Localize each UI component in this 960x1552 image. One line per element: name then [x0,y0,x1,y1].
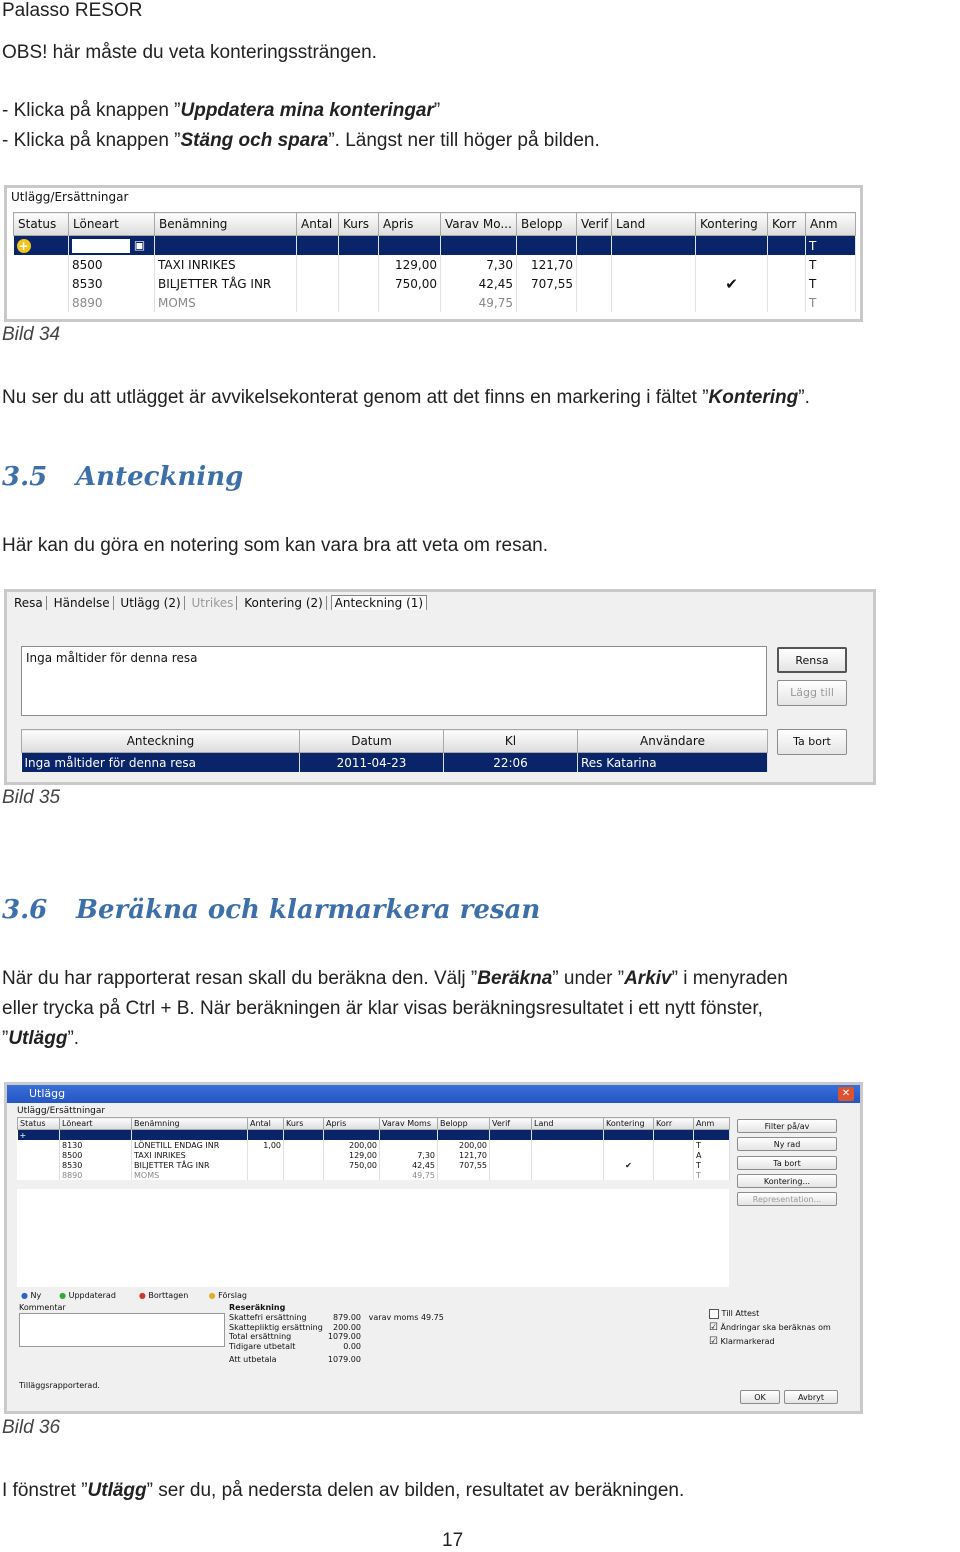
loneart-cell: 8500 [60,1150,132,1160]
representation-button[interactable]: Representation... [737,1192,837,1206]
column-header[interactable]: Varav Moms [380,1118,438,1130]
panel-title: Utlägg/Ersättningar [17,1106,106,1116]
loneart-cell: 8530 [60,1160,132,1170]
result-row [229,1355,444,1365]
column-header[interactable]: Löneart [69,213,155,236]
menu-command-name: Beräkna [477,968,553,989]
column-header[interactable]: Status [18,1118,60,1130]
table-row[interactable] [18,1140,730,1150]
loneart-cell: 8130 [60,1140,132,1150]
result-value: 1079.00 [327,1332,361,1341]
anm-cell: T [806,255,856,274]
figure-35-screenshot [4,589,876,785]
antal-cell [248,1170,284,1180]
figure-34-screenshot [4,185,863,322]
belopp-cell: 200,00 [438,1140,490,1150]
tab-utlagg[interactable]: Utlägg (2) [117,596,184,610]
checkbox-label: Till Attest [721,1309,760,1318]
tab-kontering[interactable]: Kontering (2) [241,596,327,610]
benamning-cell: TAXI INRIKES [155,255,297,274]
text-run: ”. [67,1028,80,1049]
paragraph-kontering [2,385,810,411]
notes-table [21,729,768,772]
benamning-cell: LÖNETILL ENDAG INR [132,1140,248,1150]
legend-label: Uppdaterad [68,1291,116,1300]
checkbox-label: Ändringar ska beräknas om [720,1323,831,1332]
window-titlebar [7,1085,860,1103]
paragraph-suffix: ”. [798,387,810,408]
column-header[interactable]: Antal [248,1118,284,1130]
belopp-cell: 707,55 [438,1160,490,1170]
text-run: I fönstret ” [2,1480,88,1501]
varav-cell: 7,30 [441,255,517,274]
result-label: Att utbetala [229,1355,277,1364]
header-title: Palasso RESOR [2,0,143,21]
column-header[interactable]: Anm [806,213,856,236]
table-row[interactable] [14,293,856,312]
result-title: Reseräkning [229,1303,286,1312]
step-2-prefix: - Klicka på knappen ” [2,130,181,151]
status-text: Tilläggsrapporterad. [19,1381,100,1390]
table-row[interactable] [14,255,856,274]
result-label: Skattepliktig ersättning [229,1322,323,1332]
apris-cell [379,293,441,312]
updated-status-icon: ● [59,1291,67,1300]
table-header-row [14,213,856,236]
utlagg-table [13,212,856,312]
column-header[interactable]: Belopp [438,1118,490,1130]
table-row[interactable] [18,1160,730,1170]
benamning-cell: MOMS [155,293,297,312]
belopp-cell: 121,70 [517,255,577,274]
tab-handelse[interactable]: Händelse [51,596,114,610]
anm-cell: T [694,1170,730,1180]
ta-bort-button[interactable]: Ta bort [777,729,847,755]
add-icon[interactable]: + [18,238,29,253]
column-header[interactable]: Anteckning [22,730,300,753]
window-name: Utlägg [87,1480,147,1501]
column-header[interactable]: Kurs [339,213,379,236]
result-value: 0.00 [343,1341,361,1351]
anteckning-cell: Inga måltider för denna resa [22,753,300,773]
belopp-cell [517,293,577,312]
checkbox-row[interactable] [709,1307,831,1321]
checkbox-till-attest[interactable] [709,1309,719,1319]
checkbox-row[interactable] [709,1335,831,1349]
text-run: När du har rapporterat resan skall du beräkna den. Välj ” [2,968,478,989]
section-number: 3.6 [2,895,48,925]
text-run: ” ser du, på nedersta delen av bilden, resultatet av beräkningen. [146,1480,685,1501]
window-title: Utlägg [29,1087,66,1100]
step-1-prefix: - Klicka på knappen ” [2,100,181,121]
anvandare-cell: Res Katarina [578,753,768,773]
paragraph-field-name: Kontering [708,387,799,408]
section-3-6-line-3 [2,1026,79,1052]
text-run: ” under ” [552,968,625,989]
new-status-icon: ● [21,1291,28,1300]
loneart-input-cell[interactable] [69,236,155,256]
kontering-checkmark-cell: ✔ [696,274,768,293]
table-row[interactable] [18,1150,730,1160]
window-title: Utlägg/Ersättningar [11,190,129,204]
column-header[interactable]: Kontering [696,213,768,236]
kontering-cell [604,1140,654,1150]
kontering-cell [696,293,768,312]
step-1 [2,98,440,124]
close-icon[interactable]: ✕ [838,1087,854,1101]
suggestion-status-icon: ● [208,1291,216,1300]
apris-cell [324,1170,380,1180]
add-icon[interactable]: + [19,1130,27,1140]
checkbox-row[interactable] [709,1321,831,1335]
binoculars-icon[interactable]: ▣ [133,238,146,253]
column-header[interactable]: Benämning [155,213,297,236]
section-3-5-heading [2,462,243,492]
varav-cell: 7,30 [380,1150,438,1160]
column-header[interactable]: Status [14,213,69,236]
column-header[interactable]: Löneart [60,1118,132,1130]
table-row-new[interactable] [18,1130,730,1141]
result-row [229,1313,444,1323]
loneart-cell: 8500 [69,255,155,274]
anm-cell: A [694,1150,730,1160]
section-3-5-text: Här kan du göra en notering som kan vara bra att veta om resan. [2,535,549,556]
step-1-button-name: Uppdatera mina konteringar [180,100,434,121]
section-number: 3.5 [2,462,48,492]
result-row [229,1332,444,1342]
obs-text: OBS! här måste du veta konteringssträngen. [2,42,377,63]
kommentar-input[interactable] [19,1313,225,1347]
result-row [229,1342,444,1352]
result-extra: varav moms 49.75 [368,1313,444,1322]
antal-cell: 1,00 [248,1140,284,1150]
belopp-cell: 121,70 [438,1150,490,1160]
result-list [229,1313,444,1365]
legend-label: Borttagen [148,1291,189,1300]
kontering-button[interactable]: Kontering... [737,1174,837,1188]
column-header[interactable]: Apris [324,1118,380,1130]
varav-cell [380,1140,438,1150]
column-header[interactable]: Kl [444,730,578,753]
step-2-button-name: Stäng och spara [180,130,329,151]
figure-34-caption: Bild 34 [2,324,61,345]
varav-cell: 49,75 [441,293,517,312]
column-header[interactable]: Belopp [517,213,577,236]
loneart-cell: 8890 [69,293,155,312]
column-header[interactable]: Verif [577,213,612,236]
apris-cell: 750,00 [379,274,441,293]
closing-paragraph [2,1478,684,1504]
checkbox-list [709,1307,831,1349]
anm-cell: T [694,1160,730,1170]
lagg-till-button[interactable]: Lägg till [777,680,847,706]
ok-button[interactable]: OK [740,1390,780,1404]
checkbox-andringar[interactable]: ☑ [709,1322,718,1333]
window-name: Utlägg [8,1028,68,1049]
table-body-area [17,1189,729,1287]
datum-cell: 2011-04-23 [300,753,444,773]
text-run: ” i menyraden [671,968,788,989]
add-row-cell[interactable] [14,236,69,256]
legend [21,1291,247,1300]
table-row[interactable] [14,274,856,293]
result-value: 200.00 [333,1322,361,1332]
benamning-cell: TAXI INRIKES [132,1150,248,1160]
benamning-cell: BILJETTER TÅG INR [132,1160,248,1170]
kommentar-label: Kommentar [19,1303,66,1312]
section-3-6-line-1 [2,966,788,992]
apris-cell: 750,00 [324,1160,380,1170]
figure-35-caption: Bild 35 [2,787,61,808]
apris-cell: 129,00 [379,255,441,274]
tab-anteckning[interactable]: Anteckning (1) [331,595,427,610]
result-label: Tidigare utbetalt [229,1341,296,1351]
column-header[interactable]: Benämning [132,1118,248,1130]
tab-utrikes[interactable]: Utrikes [188,596,237,610]
legend-label: Ny [30,1291,42,1300]
column-header[interactable]: Kontering [604,1118,654,1130]
column-header[interactable]: Korr [654,1118,694,1130]
kontering-cell [696,255,768,274]
section-title: Anteckning [76,462,244,492]
deleted-status-icon: ● [138,1291,146,1300]
column-header[interactable]: Verif [490,1118,532,1130]
loneart-cell: 8530 [69,274,155,293]
table-row[interactable] [22,753,768,773]
belopp-cell [438,1170,490,1180]
column-header[interactable]: Användare [578,730,768,753]
kl-cell: 22:06 [444,753,578,773]
result-value: 879.00 [333,1313,361,1322]
figure-36-screenshot [4,1082,863,1414]
paragraph-prefix: Nu ser du att utlägget är avvikelsekonterat genom att det finns en markering i fältet ” [2,387,709,408]
legend-label: Förslag [218,1291,248,1300]
result-value: 1079.00 [327,1355,361,1364]
section-3-6-line-2: eller trycka på Ctrl + B. När beräkningen är klar visas beräkningsresultatet i ett nytt fönster, [2,998,763,1019]
menu-name: Arkiv [624,968,672,989]
varav-cell: 42,45 [380,1160,438,1170]
column-header[interactable]: Land [612,213,696,236]
anm-cell: T [806,236,856,256]
column-header[interactable]: Korr [768,213,806,236]
ta-bort-button[interactable]: Ta bort [737,1156,837,1170]
table-row[interactable] [18,1170,730,1180]
kontering-cell [604,1170,654,1180]
section-title: Beräkna och klarmarkera resan [76,895,541,925]
table-header-row [18,1118,730,1130]
apris-cell: 129,00 [324,1150,380,1160]
varav-cell: 49,75 [380,1170,438,1180]
column-header[interactable]: Anm [694,1118,730,1130]
result-label: Total ersättning [229,1332,292,1341]
anm-cell: T [806,274,856,293]
ny-rad-button[interactable]: Ny rad [737,1137,837,1151]
table-header-row [22,730,768,753]
tab-bar [11,596,427,610]
step-2 [2,128,600,154]
section-3-6-heading [2,895,540,925]
benamning-cell: BILJETTER TÅG INR [155,274,297,293]
loneart-input[interactable] [72,239,130,253]
benamning-cell: MOMS [132,1170,248,1180]
loneart-cell: 8890 [60,1170,132,1180]
page-number: 17 [442,1530,464,1551]
column-header[interactable]: Kurs [284,1118,324,1130]
column-header[interactable]: Apris [379,213,441,236]
belopp-cell: 707,55 [517,274,577,293]
step-1-suffix: ” [433,100,441,121]
figure-36-caption: Bild 36 [2,1417,61,1438]
kontering-cell [604,1150,654,1160]
step-2-suffix: ”. Längst ner till höger på bilden. [328,130,600,151]
note-textarea[interactable]: Inga måltider för denna resa [21,646,767,716]
tab-resa[interactable]: Resa [11,596,47,610]
apris-cell: 200,00 [324,1140,380,1150]
result-label: Skattefri ersättning [229,1313,307,1322]
rensa-button[interactable]: Rensa [777,647,847,673]
table-row-new[interactable] [14,236,856,256]
varav-cell: 42,45 [441,274,517,293]
anm-cell: T [806,293,856,312]
avbryt-button[interactable]: Avbryt [784,1390,838,1404]
text-run: ” [2,1028,9,1049]
antal-cell [248,1160,284,1170]
checkbox-klarmarkerad[interactable]: ☑ [709,1336,718,1347]
checkbox-label: Klarmarkerad [720,1337,775,1346]
column-header[interactable]: Datum [300,730,444,753]
column-header[interactable]: Varav Mo... [441,213,517,236]
filter-button[interactable]: Filter på/av [737,1119,837,1133]
kontering-checkmark-cell: ✔ [604,1160,654,1170]
column-header[interactable]: Antal [297,213,339,236]
result-row [229,1323,444,1333]
utlagg-table [17,1117,730,1180]
anm-cell: T [694,1140,730,1150]
antal-cell [248,1150,284,1160]
column-header[interactable]: Land [532,1118,604,1130]
